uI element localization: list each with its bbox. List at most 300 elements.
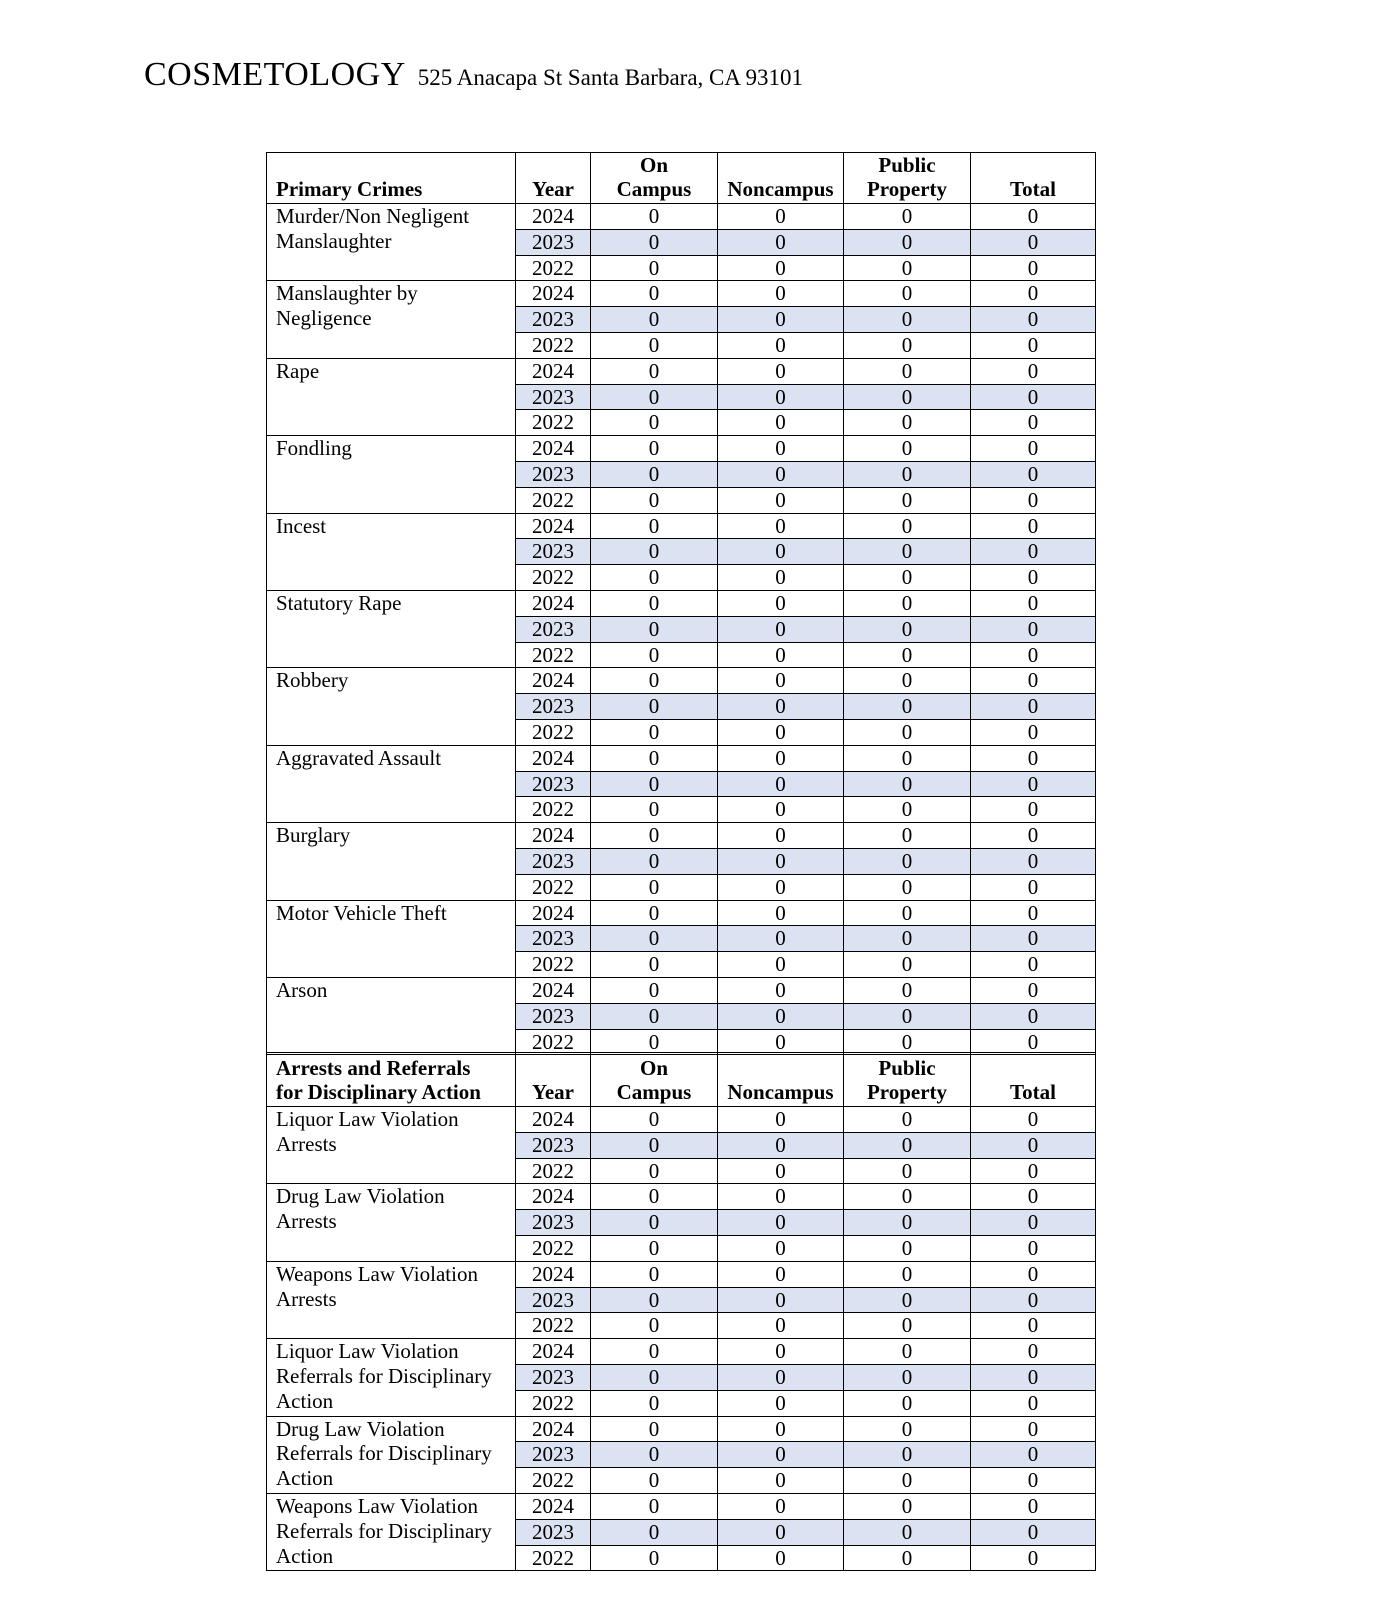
value-cell: 0 xyxy=(718,694,844,720)
value-cell: 0 xyxy=(718,1158,844,1184)
value-cell: 0 xyxy=(591,823,718,849)
category-cell xyxy=(267,590,516,667)
value-cell: 0 xyxy=(591,539,718,565)
value-cell: 0 xyxy=(591,1261,718,1287)
value-cell: 0 xyxy=(971,1390,1096,1416)
table-row xyxy=(267,977,1096,1003)
value-cell: 0 xyxy=(844,1442,971,1468)
category-label-line: Statutory Rape xyxy=(276,590,402,615)
arrests-referrals-table xyxy=(266,1052,1095,1571)
value-cell: 0 xyxy=(591,1545,718,1571)
value-cell: 0 xyxy=(844,1029,971,1055)
value-cell: 0 xyxy=(591,1313,718,1339)
value-cell: 0 xyxy=(718,410,844,436)
column-header-line: On xyxy=(639,153,668,177)
value-cell: 0 xyxy=(718,1493,844,1519)
year-cell: 2022 xyxy=(516,1158,591,1184)
value-cell: 0 xyxy=(718,1184,844,1210)
column-header-line: Campus xyxy=(616,177,692,201)
category-cell xyxy=(267,1493,516,1570)
value-cell: 0 xyxy=(971,1468,1096,1494)
table-row xyxy=(267,900,1096,926)
value-cell: 0 xyxy=(718,307,844,333)
value-cell: 0 xyxy=(971,281,1096,307)
category-label-line: Aggravated Assault xyxy=(276,745,442,770)
value-cell: 0 xyxy=(971,204,1096,230)
value-cell: 0 xyxy=(718,539,844,565)
value-cell: 0 xyxy=(844,694,971,720)
value-cell: 0 xyxy=(971,1339,1096,1365)
category-label-line: Liquor Law Violation xyxy=(276,1107,459,1131)
value-cell: 0 xyxy=(971,384,1096,410)
value-cell: 0 xyxy=(971,719,1096,745)
year-cell: 2022 xyxy=(516,410,591,436)
value-cell: 0 xyxy=(591,1210,718,1236)
value-cell: 0 xyxy=(971,1235,1096,1261)
value-cell: 0 xyxy=(718,487,844,513)
column-header-line: Total xyxy=(1010,177,1056,201)
year-cell: 2022 xyxy=(516,1468,591,1494)
value-cell: 0 xyxy=(591,668,718,694)
primary-crimes-table xyxy=(266,152,1095,1055)
category-label-line: Fondling xyxy=(276,436,352,461)
value-cell: 0 xyxy=(718,384,844,410)
value-cell: 0 xyxy=(591,1029,718,1055)
value-cell: 0 xyxy=(591,1339,718,1365)
value-cell: 0 xyxy=(591,719,718,745)
value-cell: 0 xyxy=(971,1519,1096,1545)
year-cell: 2023 xyxy=(516,1287,591,1313)
value-cell: 0 xyxy=(591,771,718,797)
value-cell: 0 xyxy=(844,952,971,978)
value-cell: 0 xyxy=(844,1313,971,1339)
category-label-line: Action xyxy=(276,1466,334,1491)
value-cell: 0 xyxy=(591,900,718,926)
value-cell: 0 xyxy=(844,1339,971,1365)
value-cell: 0 xyxy=(844,1468,971,1494)
category-cell xyxy=(267,668,516,745)
year-cell: 2023 xyxy=(516,1132,591,1158)
value-cell: 0 xyxy=(591,1287,718,1313)
column-header xyxy=(516,1053,591,1107)
value-cell: 0 xyxy=(718,797,844,823)
value-cell: 0 xyxy=(971,797,1096,823)
value-cell: 0 xyxy=(591,1184,718,1210)
year-cell: 2024 xyxy=(516,281,591,307)
table-title-line: Arrests and Referrals xyxy=(276,1056,471,1080)
year-cell: 2023 xyxy=(516,616,591,642)
value-cell: 0 xyxy=(591,1132,718,1158)
column-header xyxy=(718,153,844,204)
category-label-line: Motor Vehicle Theft xyxy=(276,900,447,925)
column-header-line: On xyxy=(639,1056,668,1080)
category-label-line: Arrests xyxy=(276,1286,337,1311)
category-label-line: Rape xyxy=(276,358,320,383)
value-cell: 0 xyxy=(591,1519,718,1545)
value-cell: 0 xyxy=(718,204,844,230)
year-cell: 2024 xyxy=(516,513,591,539)
column-header-line: Year xyxy=(532,1080,574,1104)
category-label-line: Manslaughter by xyxy=(276,281,418,306)
column-header xyxy=(516,153,591,204)
value-cell: 0 xyxy=(844,436,971,462)
value-cell: 0 xyxy=(844,358,971,384)
value-cell: 0 xyxy=(844,874,971,900)
category-label-line: Arson xyxy=(276,977,328,1002)
value-cell: 0 xyxy=(591,797,718,823)
column-header-line: Noncampus xyxy=(727,177,834,201)
value-cell: 0 xyxy=(844,1416,971,1442)
value-cell: 0 xyxy=(844,1184,971,1210)
value-cell: 0 xyxy=(718,1003,844,1029)
value-cell: 0 xyxy=(591,358,718,384)
value-cell: 0 xyxy=(844,900,971,926)
year-cell: 2022 xyxy=(516,797,591,823)
value-cell: 0 xyxy=(718,590,844,616)
table-row xyxy=(267,1339,1096,1365)
value-cell: 0 xyxy=(971,1493,1096,1519)
value-cell: 0 xyxy=(591,1364,718,1390)
value-cell: 0 xyxy=(591,384,718,410)
category-label-line: Arrests xyxy=(276,1131,337,1156)
value-cell: 0 xyxy=(591,281,718,307)
value-cell: 0 xyxy=(591,487,718,513)
category-label-line: Incest xyxy=(276,513,327,538)
value-cell: 0 xyxy=(844,745,971,771)
value-cell: 0 xyxy=(844,1132,971,1158)
value-cell: 0 xyxy=(971,229,1096,255)
value-cell: 0 xyxy=(591,1493,718,1519)
year-cell: 2023 xyxy=(516,307,591,333)
value-cell: 0 xyxy=(844,332,971,358)
column-header-line: Year xyxy=(532,177,574,201)
year-cell: 2023 xyxy=(516,384,591,410)
value-cell: 0 xyxy=(718,1339,844,1365)
value-cell: 0 xyxy=(718,1210,844,1236)
value-cell: 0 xyxy=(718,1390,844,1416)
value-cell: 0 xyxy=(844,926,971,952)
year-cell: 2023 xyxy=(516,539,591,565)
year-cell: 2024 xyxy=(516,204,591,230)
table-header-row xyxy=(267,153,1096,204)
value-cell: 0 xyxy=(718,1545,844,1571)
column-header xyxy=(844,1053,971,1107)
value-cell: 0 xyxy=(591,436,718,462)
value-cell: 0 xyxy=(844,204,971,230)
category-label-line: Action xyxy=(276,1543,334,1568)
table-row xyxy=(267,513,1096,539)
year-cell: 2023 xyxy=(516,848,591,874)
year-cell: 2024 xyxy=(516,1184,591,1210)
year-cell: 2023 xyxy=(516,229,591,255)
value-cell: 0 xyxy=(971,539,1096,565)
value-cell: 0 xyxy=(591,694,718,720)
value-cell: 0 xyxy=(718,229,844,255)
value-cell: 0 xyxy=(591,642,718,668)
value-cell: 0 xyxy=(591,1003,718,1029)
value-cell: 0 xyxy=(971,1287,1096,1313)
value-cell: 0 xyxy=(718,461,844,487)
value-cell: 0 xyxy=(718,1364,844,1390)
value-cell: 0 xyxy=(844,771,971,797)
year-cell: 2024 xyxy=(516,590,591,616)
value-cell: 0 xyxy=(844,1235,971,1261)
year-cell: 2022 xyxy=(516,642,591,668)
value-cell: 0 xyxy=(718,642,844,668)
value-cell: 0 xyxy=(718,565,844,591)
year-cell: 2022 xyxy=(516,1235,591,1261)
value-cell: 0 xyxy=(844,384,971,410)
year-cell: 2024 xyxy=(516,1339,591,1365)
table-row xyxy=(267,668,1096,694)
column-header xyxy=(591,1053,718,1107)
value-cell: 0 xyxy=(844,1519,971,1545)
value-cell: 0 xyxy=(591,745,718,771)
value-cell: 0 xyxy=(971,1107,1096,1133)
table-row xyxy=(267,1184,1096,1210)
table-row xyxy=(267,281,1096,307)
table-title-cell xyxy=(267,1053,516,1107)
year-cell: 2022 xyxy=(516,332,591,358)
category-label-line: Burglary xyxy=(276,823,351,848)
year-cell: 2022 xyxy=(516,1313,591,1339)
table-header-row xyxy=(267,1053,1096,1107)
value-cell: 0 xyxy=(971,410,1096,436)
category-label-line: Referrals for Disciplinary xyxy=(276,1441,492,1466)
value-cell: 0 xyxy=(844,255,971,281)
year-cell: 2022 xyxy=(516,255,591,281)
table-row xyxy=(267,1107,1096,1133)
value-cell: 0 xyxy=(591,1158,718,1184)
year-cell: 2023 xyxy=(516,461,591,487)
category-cell xyxy=(267,900,516,977)
year-cell: 2024 xyxy=(516,1261,591,1287)
table-row xyxy=(267,1493,1096,1519)
value-cell: 0 xyxy=(591,307,718,333)
value-cell: 0 xyxy=(718,1416,844,1442)
value-cell: 0 xyxy=(718,281,844,307)
value-cell: 0 xyxy=(844,565,971,591)
value-cell: 0 xyxy=(591,1416,718,1442)
value-cell: 0 xyxy=(844,229,971,255)
table-title-line: for Disciplinary Action xyxy=(276,1080,481,1104)
value-cell: 0 xyxy=(971,1442,1096,1468)
value-cell: 0 xyxy=(971,926,1096,952)
value-cell: 0 xyxy=(718,771,844,797)
category-label-line: Referrals for Disciplinary xyxy=(276,1518,492,1543)
year-cell: 2024 xyxy=(516,358,591,384)
table-title-line: Primary Crimes xyxy=(276,177,423,201)
table-row xyxy=(267,204,1096,230)
year-cell: 2022 xyxy=(516,874,591,900)
value-cell: 0 xyxy=(971,874,1096,900)
value-cell: 0 xyxy=(971,1364,1096,1390)
value-cell: 0 xyxy=(971,1545,1096,1571)
value-cell: 0 xyxy=(844,539,971,565)
value-cell: 0 xyxy=(844,642,971,668)
category-label-line: Weapons Law Violation xyxy=(276,1261,478,1286)
value-cell: 0 xyxy=(971,1313,1096,1339)
category-cell xyxy=(267,358,516,435)
table-row xyxy=(267,436,1096,462)
category-cell xyxy=(267,281,516,358)
value-cell: 0 xyxy=(718,255,844,281)
year-cell: 2022 xyxy=(516,565,591,591)
value-cell: 0 xyxy=(591,255,718,281)
value-cell: 0 xyxy=(971,668,1096,694)
value-cell: 0 xyxy=(718,926,844,952)
year-cell: 2023 xyxy=(516,771,591,797)
value-cell: 0 xyxy=(591,1107,718,1133)
value-cell: 0 xyxy=(718,1235,844,1261)
value-cell: 0 xyxy=(718,719,844,745)
value-cell: 0 xyxy=(591,565,718,591)
value-cell: 0 xyxy=(718,513,844,539)
column-header-line: Property xyxy=(866,177,948,201)
value-cell: 0 xyxy=(591,977,718,1003)
value-cell: 0 xyxy=(844,1107,971,1133)
value-cell: 0 xyxy=(718,1313,844,1339)
table-title-cell xyxy=(267,153,516,204)
value-cell: 0 xyxy=(591,590,718,616)
value-cell: 0 xyxy=(718,1029,844,1055)
value-cell: 0 xyxy=(718,952,844,978)
value-cell: 0 xyxy=(591,848,718,874)
value-cell: 0 xyxy=(718,616,844,642)
value-cell: 0 xyxy=(844,461,971,487)
year-cell: 2022 xyxy=(516,719,591,745)
value-cell: 0 xyxy=(718,745,844,771)
category-cell xyxy=(267,204,516,281)
table-row xyxy=(267,358,1096,384)
year-cell: 2024 xyxy=(516,1493,591,1519)
value-cell: 0 xyxy=(971,513,1096,539)
value-cell: 0 xyxy=(971,565,1096,591)
value-cell: 0 xyxy=(591,1468,718,1494)
year-cell: 2023 xyxy=(516,694,591,720)
year-cell: 2024 xyxy=(516,668,591,694)
year-cell: 2022 xyxy=(516,1390,591,1416)
category-label-line: Murder/Non Negligent xyxy=(276,204,470,228)
value-cell: 0 xyxy=(718,900,844,926)
column-header xyxy=(971,1053,1096,1107)
year-cell: 2023 xyxy=(516,1442,591,1468)
table-row xyxy=(267,1416,1096,1442)
institution-name: COSMETOLOGY xyxy=(144,56,406,93)
year-cell: 2024 xyxy=(516,745,591,771)
category-cell xyxy=(267,823,516,900)
value-cell: 0 xyxy=(971,358,1096,384)
year-cell: 2024 xyxy=(516,1107,591,1133)
year-cell: 2022 xyxy=(516,487,591,513)
column-header-line: Public xyxy=(878,1056,936,1080)
value-cell: 0 xyxy=(971,1210,1096,1236)
category-label-line: Referrals for Disciplinary xyxy=(276,1363,492,1388)
value-cell: 0 xyxy=(591,926,718,952)
value-cell: 0 xyxy=(718,1261,844,1287)
value-cell: 0 xyxy=(591,332,718,358)
value-cell: 0 xyxy=(591,952,718,978)
value-cell: 0 xyxy=(971,1003,1096,1029)
category-cell xyxy=(267,1416,516,1493)
value-cell: 0 xyxy=(971,1261,1096,1287)
value-cell: 0 xyxy=(591,1390,718,1416)
value-cell: 0 xyxy=(971,461,1096,487)
institution-address: 525 Anacapa St Santa Barbara, CA 93101 xyxy=(417,65,803,90)
value-cell: 0 xyxy=(718,668,844,694)
value-cell: 0 xyxy=(844,281,971,307)
value-cell: 0 xyxy=(844,616,971,642)
category-cell xyxy=(267,745,516,822)
value-cell: 0 xyxy=(971,848,1096,874)
value-cell: 0 xyxy=(718,823,844,849)
value-cell: 0 xyxy=(971,642,1096,668)
year-cell: 2023 xyxy=(516,1210,591,1236)
value-cell: 0 xyxy=(591,229,718,255)
category-label-line: Drug Law Violation xyxy=(276,1416,445,1441)
category-label-line: Drug Law Violation xyxy=(276,1184,445,1209)
category-cell xyxy=(267,436,516,513)
value-cell: 0 xyxy=(844,668,971,694)
value-cell: 0 xyxy=(591,616,718,642)
value-cell: 0 xyxy=(844,848,971,874)
value-cell: 0 xyxy=(844,797,971,823)
category-cell xyxy=(267,1107,516,1184)
year-cell: 2024 xyxy=(516,436,591,462)
value-cell: 0 xyxy=(844,823,971,849)
year-cell: 2024 xyxy=(516,977,591,1003)
year-cell: 2023 xyxy=(516,926,591,952)
value-cell: 0 xyxy=(971,1029,1096,1055)
category-label-line: Action xyxy=(276,1388,334,1413)
category-cell xyxy=(267,977,516,1054)
value-cell: 0 xyxy=(971,952,1096,978)
value-cell: 0 xyxy=(844,1390,971,1416)
category-cell xyxy=(267,1184,516,1261)
category-label-line: Robbery xyxy=(276,668,349,693)
value-cell: 0 xyxy=(844,719,971,745)
page-title xyxy=(144,56,803,94)
value-cell: 0 xyxy=(971,590,1096,616)
value-cell: 0 xyxy=(844,1261,971,1287)
year-cell: 2024 xyxy=(516,823,591,849)
value-cell: 0 xyxy=(718,358,844,384)
year-cell: 2022 xyxy=(516,952,591,978)
table-row xyxy=(267,1261,1096,1287)
value-cell: 0 xyxy=(591,874,718,900)
category-label-line: Arrests xyxy=(276,1209,337,1234)
year-cell: 2022 xyxy=(516,1029,591,1055)
year-cell: 2023 xyxy=(516,1519,591,1545)
category-label-line: Liquor Law Violation xyxy=(276,1339,459,1364)
value-cell: 0 xyxy=(971,694,1096,720)
value-cell: 0 xyxy=(844,1158,971,1184)
year-cell: 2023 xyxy=(516,1364,591,1390)
column-header-line: Public xyxy=(878,153,936,177)
value-cell: 0 xyxy=(591,461,718,487)
value-cell: 0 xyxy=(718,332,844,358)
value-cell: 0 xyxy=(971,771,1096,797)
value-cell: 0 xyxy=(971,745,1096,771)
value-cell: 0 xyxy=(718,977,844,1003)
value-cell: 0 xyxy=(844,977,971,1003)
value-cell: 0 xyxy=(844,1003,971,1029)
value-cell: 0 xyxy=(844,1493,971,1519)
value-cell: 0 xyxy=(718,848,844,874)
column-header xyxy=(718,1053,844,1107)
column-header xyxy=(971,153,1096,204)
value-cell: 0 xyxy=(844,307,971,333)
